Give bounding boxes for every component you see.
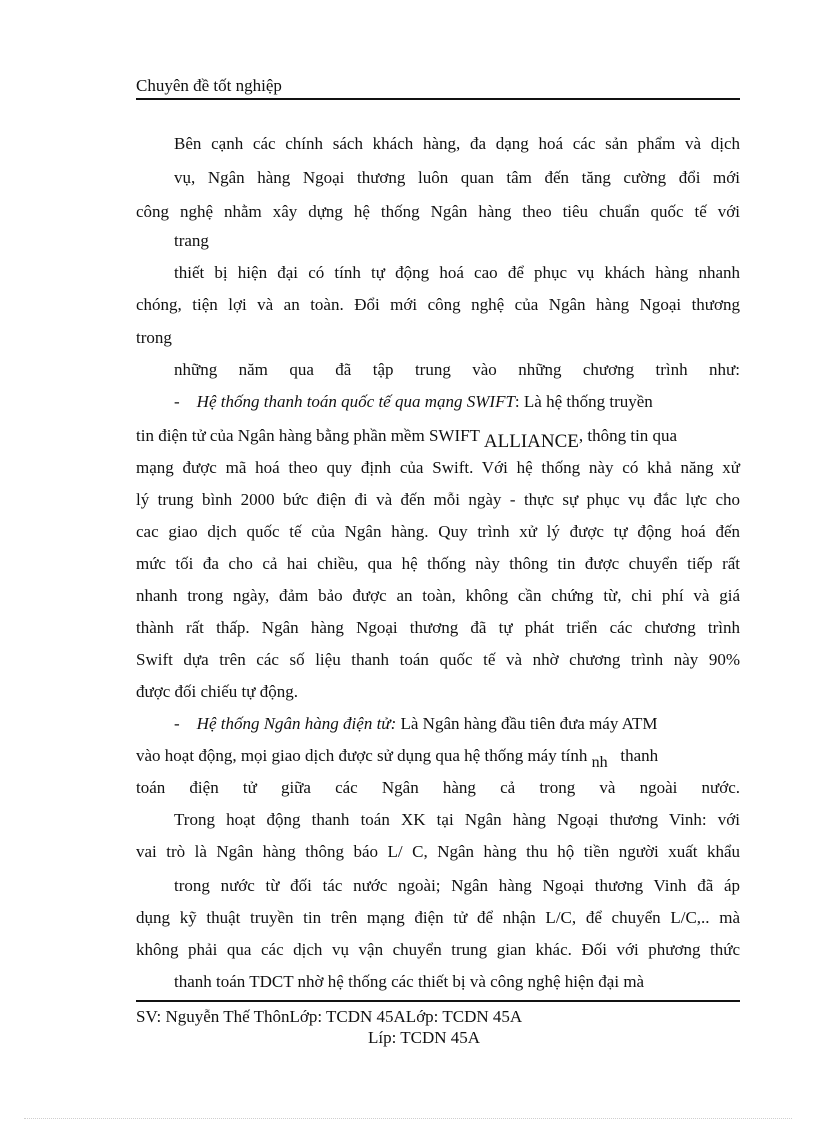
subscript-alliance: ALLIANCE xyxy=(483,431,579,452)
text-line: thiết bị hiện đại có tính tự động hoá cao để phục vụ khách hàng nhanh xyxy=(174,263,740,282)
subscript-nh: nh xyxy=(591,754,608,771)
text-line: trong xyxy=(136,328,172,347)
text-line: nhanh trong ngày, đảm bảo được an toàn, không cần chứng từ, chi phí và giá xyxy=(136,586,740,605)
ebanking-heading: Hệ thống Ngân hàng điện tử: xyxy=(196,714,397,733)
running-header: Chuyên đề tốt nghiệp xyxy=(136,76,282,95)
text-line: thành rất thấp. Ngân hàng Ngoại thương đã tự phát triển các chương trình xyxy=(136,618,740,637)
text-line: được đối chiếu tự động. xyxy=(136,682,298,701)
text-line: Swift dựa trên các số liệu thanh toán quốc tế và nhờ chương trình này 90% xyxy=(136,650,740,669)
footer-student: SV: Nguyễn Thế ThônLớp: TCDN 45ALớp: TCDN 45A xyxy=(136,1007,523,1026)
text-line: cac giao dịch quốc tế của Ngân hàng. Quy trình xử lý được tự động hoá đến xyxy=(136,522,740,541)
text-line: Bên cạnh các chính sách khách hàng, đa dạng hoá các sản phẩm và dịch xyxy=(174,134,740,153)
text-line: chóng, tiện lợi và an toàn. Đổi mới công nghệ của Ngân hàng Ngoại thương xyxy=(136,295,740,314)
text-line: Trong hoạt động thanh toán XK tại Ngân hàng Ngoại thương Vinh: với xyxy=(174,810,740,829)
swift-heading: Hệ thống thanh toán quốc tế qua mạng SWIFT xyxy=(196,392,515,411)
ebanking-bullet-line: - Hệ thống Ngân hàng điện tử: Là Ngân hàng đầu tiên đưa máy ATM xyxy=(174,714,658,733)
text-line: không phải qua các dịch vụ vận chuyển trung gian khác. Đối với phương thức xyxy=(136,940,740,959)
header-rule xyxy=(136,98,740,100)
page-bottom-dotted-rule xyxy=(24,1118,792,1119)
text-line: công nghệ nhằm xây dựng hệ thống Ngân hàng theo tiêu chuẩn quốc tế với xyxy=(136,202,740,221)
text-line: vụ, Ngân hàng Ngoại thương luôn quan tâm đến tăng cường đổi mới xyxy=(174,168,740,187)
bullet-dash: - xyxy=(174,392,180,411)
footer-class: Líp: TCDN 45A xyxy=(368,1028,481,1047)
text-line: những năm qua đã tập trung vào những chương trình như: xyxy=(174,360,740,379)
text-line: dụng kỹ thuật truyền tin trên mạng điện tử để nhận L/C, để chuyển L/C,.. mà xyxy=(136,908,740,927)
text-line: thanh toán TDCT nhờ hệ thống các thiết bị và công nghệ hiện đại mà xyxy=(174,972,645,991)
swift-bullet-line: - Hệ thống thanh toán quốc tế qua mạng SWIFT: Là hệ thống truyền xyxy=(174,392,653,411)
text-line-with-subscript: tin điện tử của Ngân hàng bằng phần mềm SWIFT ALLIANCE, thông tin qua xyxy=(136,426,678,452)
text-line: mạng được mã hoá theo quy định của Swift. Với hệ thống này có khả năng xử xyxy=(136,458,740,477)
footer-rule xyxy=(136,1000,740,1002)
text-line: toán điện tử giữa các Ngân hàng cả trong và ngoài nước. xyxy=(136,778,740,797)
text-line: lý trung bình 2000 bức điện đi và đến mỗi ngày - thực sự phục vụ đắc lực cho xyxy=(136,490,740,509)
text-line: trang xyxy=(174,231,209,250)
text-line: trong nước từ đối tác nước ngoài; Ngân hàng Ngoại thương Vinh đã áp xyxy=(174,876,740,895)
text-line-with-subscript: vào hoạt động, mọi giao dịch được sử dụng qua hệ thống máy tính nh thanh xyxy=(136,746,659,771)
text-line: mức tối đa cho cả hai chiều, qua hệ thống này thông tin được chuyển tiếp rất xyxy=(136,554,740,573)
bullet-dash: - xyxy=(174,714,180,733)
text-line: vai trò là Ngân hàng thông báo L/ C, Ngân hàng thu hộ tiền người xuất khẩu xyxy=(136,842,740,861)
